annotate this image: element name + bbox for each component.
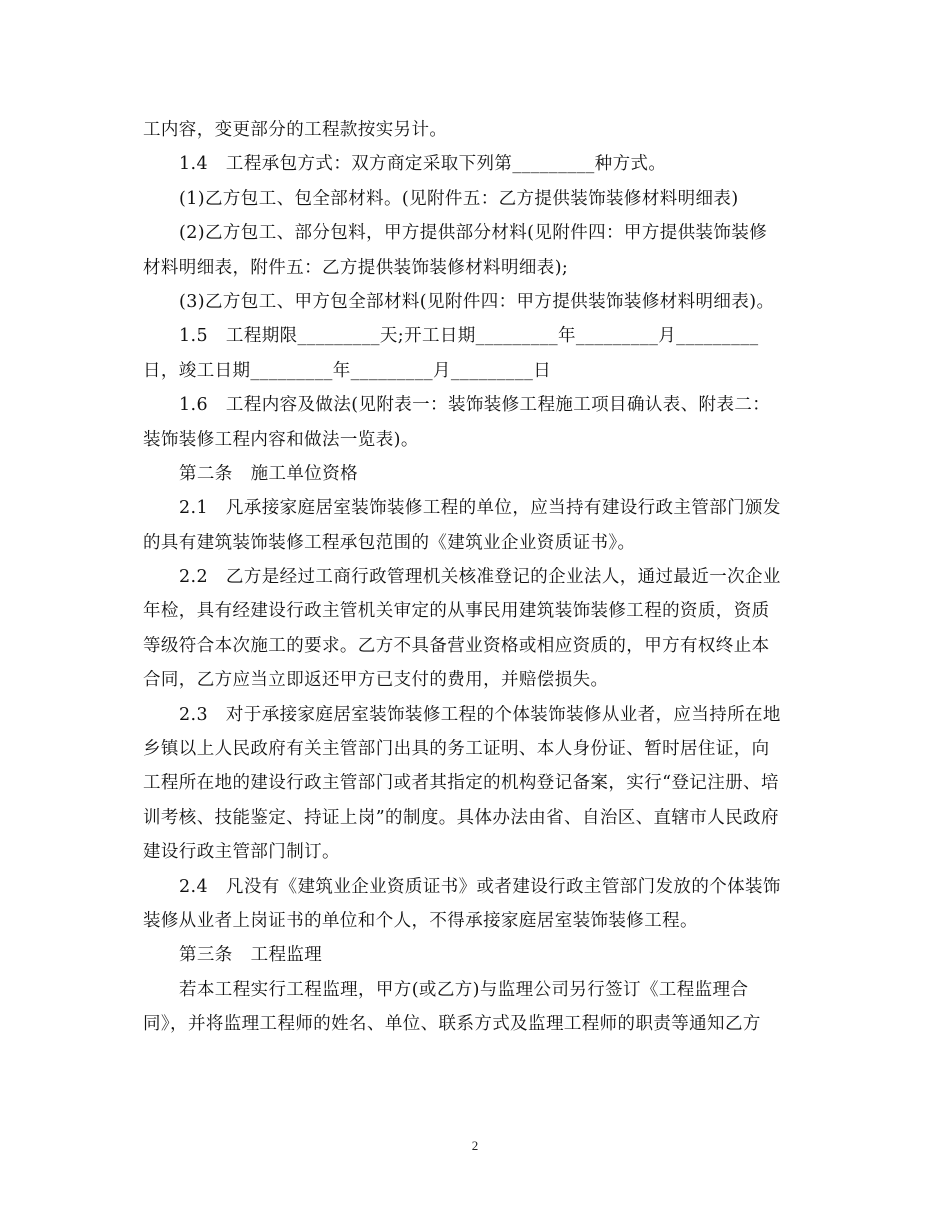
text-line: 1.6 工程内容及做法(见附表一：装饰装修工程施工项目确认表、附表二： [179,395,771,416]
text-line: 若本工程实行工程监理，甲方(或乙方)与监理公司另行签订《工程监理合 [179,979,749,1000]
text-line: 装饰装修工程内容和做法一览表)。 [143,429,419,450]
text-line: 训考核、技能鉴定、持证上岗”的制度。具体办法由省、自治区、直辖市人民政府 [143,807,779,828]
text-line: 等级符合本次施工的要求。乙方不具备营业资格或相应资质的，甲方有权终止本 [143,635,770,656]
text-line: 1.5 工程期限_________天;开工日期_________年_________月_________ [179,326,759,347]
text-line: 2.4 凡没有《建筑业企业资质证书》或者建设行政主管部门发放的个体装饰 [179,876,781,897]
text-line: 2.3 对于承接家庭居室装饰装修工程的个体装饰装修从业者，应当持所在地 [179,704,781,725]
page-number: 2 [471,1138,479,1153]
text-line: 日，竣工日期_________年_________月_________日 [143,360,552,381]
text-line: 乡镇以上人民政府有关主管部门出具的务工证明、本人身份证、暂时居住证，向 [143,739,770,760]
text-line: 第三条 工程监理 [179,945,323,966]
text-line: 的具有建筑装饰装修工程承包范围的《建筑业企业资质证书》。 [143,532,636,553]
text-line: 工程所在地的建设行政主管部门或者其指定的机构登记备案，实行“登记注册、培 [143,773,779,794]
text-line: 合同，乙方应当立即返还甲方已支付的费用，并赔偿损失。 [143,670,609,691]
text-line: 年检，具有经建设行政主管机关审定的从事民用建筑装饰装修工程的资质，资质 [143,601,770,622]
text-line: 第二条 施工单位资格 [179,463,358,484]
text-line: 2.1 凡承接家庭居室装饰装修工程的单位，应当持有建设行政主管部门颁发 [179,498,781,519]
text-line: 2.2 乙方是经过工商行政管理机关核准登记的企业法人，通过最近一次企业 [179,567,781,588]
text-line: (1)乙方包工、包全部材料。(见附件五：乙方提供装饰装修材料明细表) [179,188,739,209]
document-body [143,113,808,1042]
text-line: 同》，并将监理工程师的姓名、单位、联系方式及监理工程师的职责等通知乙方 [143,1014,761,1035]
text-line: 建设行政主管部门制订。 [143,842,340,863]
text-line: 装修从业者上岗证书的单位和个人，不得承接家庭居室装饰装修工程。 [143,910,698,931]
text-line: 1.4 工程承包方式：双方商定采取下列第_________种方式。 [179,154,667,175]
text-line: 工内容，变更部分的工程款按实另计。 [143,120,448,140]
text-line: 材料明细表，附件五：乙方提供装饰装修材料明细表); [143,257,569,278]
text-line: (3)乙方包工、甲方包全部材料(见附件四：甲方提供装饰装修材料明细表)。 [179,291,775,312]
text-line: (2)乙方包工、部分包料，甲方提供部分材料(见附件四：甲方提供装饰装修 [179,223,768,244]
